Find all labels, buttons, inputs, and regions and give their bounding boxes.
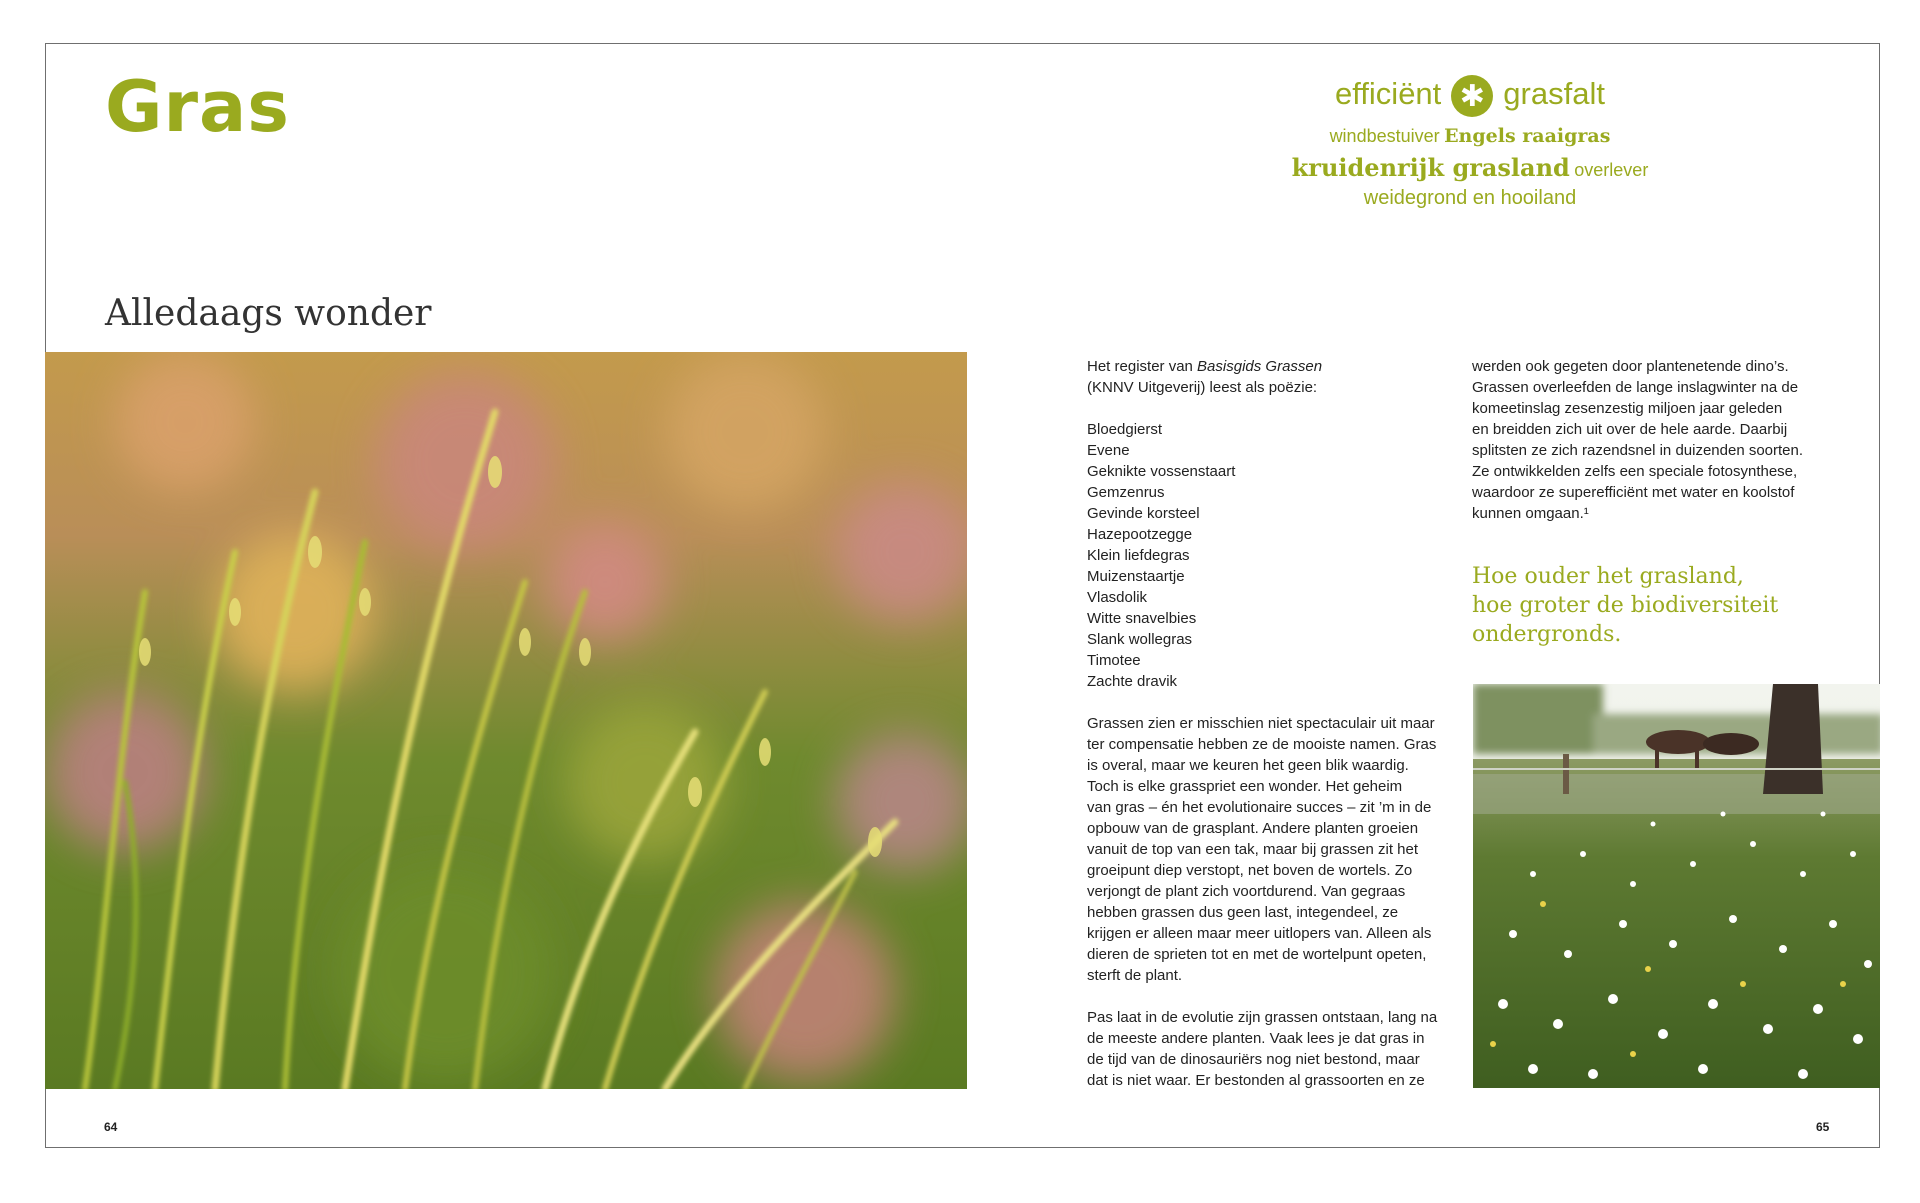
text-line: Grassen zien er misschien niet spectaculair uit maar xyxy=(1087,715,1435,732)
list-item: Muizenstaartje xyxy=(1087,568,1185,585)
tag-grasfalt: grasfalt xyxy=(1503,76,1605,111)
tag-efficient: efficiënt xyxy=(1335,76,1442,111)
text-line: Grassen overleefden de lange inslagwinter na de xyxy=(1472,379,1799,396)
tag-overlever: overlever xyxy=(1574,159,1649,180)
meadow-horses-photo xyxy=(1473,684,1880,1088)
text-line: werden ook gegeten door plantenetende dino’s. xyxy=(1472,358,1789,375)
intro-text-post: (KNNV Uitgeverij) leest als poëzie: xyxy=(1087,379,1318,396)
tagcloud-line-3 xyxy=(1270,154,1670,183)
list-item: Bloedgierst xyxy=(1087,421,1163,438)
text-column-left xyxy=(1087,356,1447,1112)
text-line: verjongt de plant zich voortdurend. Van gegraas xyxy=(1087,883,1406,900)
tagcloud-line-1 xyxy=(1270,75,1670,121)
tag-weidegrond-en-hooiland: weidegrond en hooiland xyxy=(1363,187,1577,210)
text-line: krijgen er alleen maar meer uitlopers van. Alleen als xyxy=(1087,925,1432,942)
page-number-right: 65 xyxy=(1816,1120,1830,1134)
pullquote-line: ondergronds. xyxy=(1472,622,1622,647)
pullquote-line: hoe groter de biodiversiteit xyxy=(1472,593,1779,618)
list-item: Geknikte vossenstaart xyxy=(1087,463,1236,480)
text-line: hebben grassen dus geen last, integendeel, ze xyxy=(1087,904,1399,921)
list-item: Timotee xyxy=(1087,652,1141,669)
tag-kruidenrijk-grasland: kruidenrijk grasland xyxy=(1291,152,1570,182)
intro-book-title: Basisgids Grassen xyxy=(1197,358,1323,375)
text-line: sterft de plant. xyxy=(1087,967,1183,984)
page-number-left: 64 xyxy=(104,1120,118,1134)
text-line: van gras – én het evolutionaire succes – zit ’m in de xyxy=(1087,799,1432,816)
list-item: Zachte dravik xyxy=(1087,673,1178,690)
body-paragraph-2 xyxy=(1087,713,1447,986)
text-line: opbouw van de grasplant. Andere planten groeien xyxy=(1087,820,1419,837)
list-item: Gemzenrus xyxy=(1087,484,1165,501)
star-icon: ✱ xyxy=(1451,75,1493,117)
text-line: Ze ontwikkelden zelfs een speciale fotosynthese, xyxy=(1472,463,1798,480)
list-item: Vlasdolik xyxy=(1087,589,1148,606)
text-line: kunnen omgaan.¹ xyxy=(1472,505,1589,522)
tag-engels-raaigras: Engels raaigras xyxy=(1444,124,1611,147)
text-line: splitsten ze zich razendsnel in duizenden soorten. xyxy=(1472,442,1804,459)
text-line: is overal, maar we keuren het geen blik waardig. xyxy=(1087,757,1409,774)
text-line: ter compensatie hebben ze de mooiste namen. Gras xyxy=(1087,736,1437,753)
list-item: Klein liefdegras xyxy=(1087,547,1190,564)
list-item: Witte snavelbies xyxy=(1087,610,1197,627)
text-line: Toch is elke grasspriet een wonder. Het geheim xyxy=(1087,778,1403,795)
pullquote-line: Hoe ouder het grasland, xyxy=(1472,564,1744,589)
tag-windbestuiver: windbestuiver xyxy=(1329,125,1440,146)
meadow-daisies-image xyxy=(1473,684,1880,1088)
list-item: Slank wollegras xyxy=(1087,631,1193,648)
text-line: dat is niet waar. Er bestonden al grassoorten en ze xyxy=(1087,1072,1425,1089)
list-item: Hazepootzegge xyxy=(1087,526,1193,543)
text-column-right xyxy=(1472,356,1832,545)
section-heading: Alledaags wonder xyxy=(105,293,432,334)
text-line: Pas laat in de evolutie zijn grassen ontstaan, lang na xyxy=(1087,1009,1438,1026)
tagcloud-line-2 xyxy=(1270,125,1670,148)
keyword-tagcloud xyxy=(1270,75,1670,210)
text-line: groeipunt diep verstopt, net boven de wortels. Zo xyxy=(1087,862,1413,879)
text-line: vanuit de top van een tak, maar bij grassen zit het xyxy=(1087,841,1419,858)
text-line: dieren de sprieten tot en met de wortelpunt opeten, xyxy=(1087,946,1427,963)
text-line: de tijd van de dinosauriërs nog niet bestond, maar xyxy=(1087,1051,1420,1068)
pull-quote xyxy=(1472,562,1872,649)
tagcloud-line-4 xyxy=(1270,186,1670,210)
text-line: en breidden zich uit over de hele aarde. Daarbij xyxy=(1472,421,1788,438)
text-line: de meeste andere planten. Vaak lees je dat gras in xyxy=(1087,1030,1425,1047)
body-paragraph-continued xyxy=(1472,356,1832,524)
grass-closeup-image xyxy=(45,352,967,1089)
body-paragraph-3 xyxy=(1087,1007,1447,1091)
text-line: komeetinslag zesenzestig miljoen jaar geleden xyxy=(1472,400,1783,417)
grass-closeup-photo xyxy=(45,352,967,1089)
list-item: Evene xyxy=(1087,442,1130,459)
chapter-title: Gras xyxy=(105,66,290,148)
intro-paragraph xyxy=(1087,356,1447,398)
text-line: waardoor ze superefficiënt met water en koolstof xyxy=(1472,484,1795,501)
list-item: Gevinde korsteel xyxy=(1087,505,1200,522)
intro-text-pre: Het register van xyxy=(1087,358,1198,375)
grass-species-list xyxy=(1087,419,1447,692)
